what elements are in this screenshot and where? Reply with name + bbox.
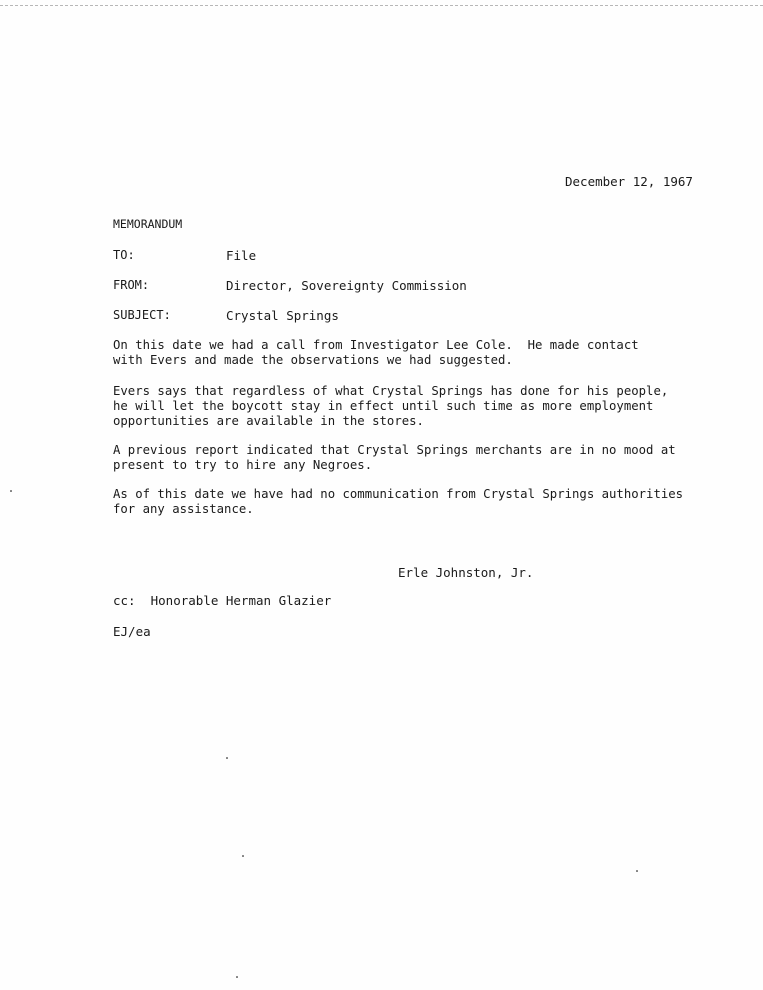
cc-line: cc: Honorable Herman Glazier xyxy=(113,593,332,608)
subject-label: SUBJECT: xyxy=(113,308,171,322)
scan-speck xyxy=(236,976,238,978)
memo-paragraph: As of this date we have had no communication from Crystal Springs authorities for any assistance. xyxy=(113,487,684,516)
memo-date: December 12, 1967 xyxy=(565,174,693,189)
memo-heading: MEMORANDUM xyxy=(113,217,183,231)
memo-paragraph: On this date we had a call from Investigator Lee Cole. He made contact with Evers and made the observations we had suggested. xyxy=(113,338,639,367)
scan-speck xyxy=(636,870,638,872)
scan-speck xyxy=(242,855,244,857)
scan-speck xyxy=(226,757,228,759)
to-label: TO: xyxy=(113,248,135,262)
signature-name: Erle Johnston, Jr. xyxy=(398,565,534,580)
memo-paragraph: Evers says that regardless of what Crystal Springs has done for his people, he will let the boycott stay in effect until such time as more employment opportunities are available in the stores. xyxy=(113,384,669,428)
subject-value: Crystal Springs xyxy=(226,308,339,323)
from-label: FROM: xyxy=(113,278,150,292)
to-value: File xyxy=(226,248,257,263)
typist-initials: EJ/ea xyxy=(113,624,151,639)
scan-speck xyxy=(10,490,12,492)
memo-paragraph: A previous report indicated that Crystal Springs merchants are in no mood at present to try to hire any Negroes. xyxy=(113,443,676,472)
page-top-edge xyxy=(0,0,763,6)
from-value: Director, Sovereignty Commission xyxy=(226,278,467,293)
